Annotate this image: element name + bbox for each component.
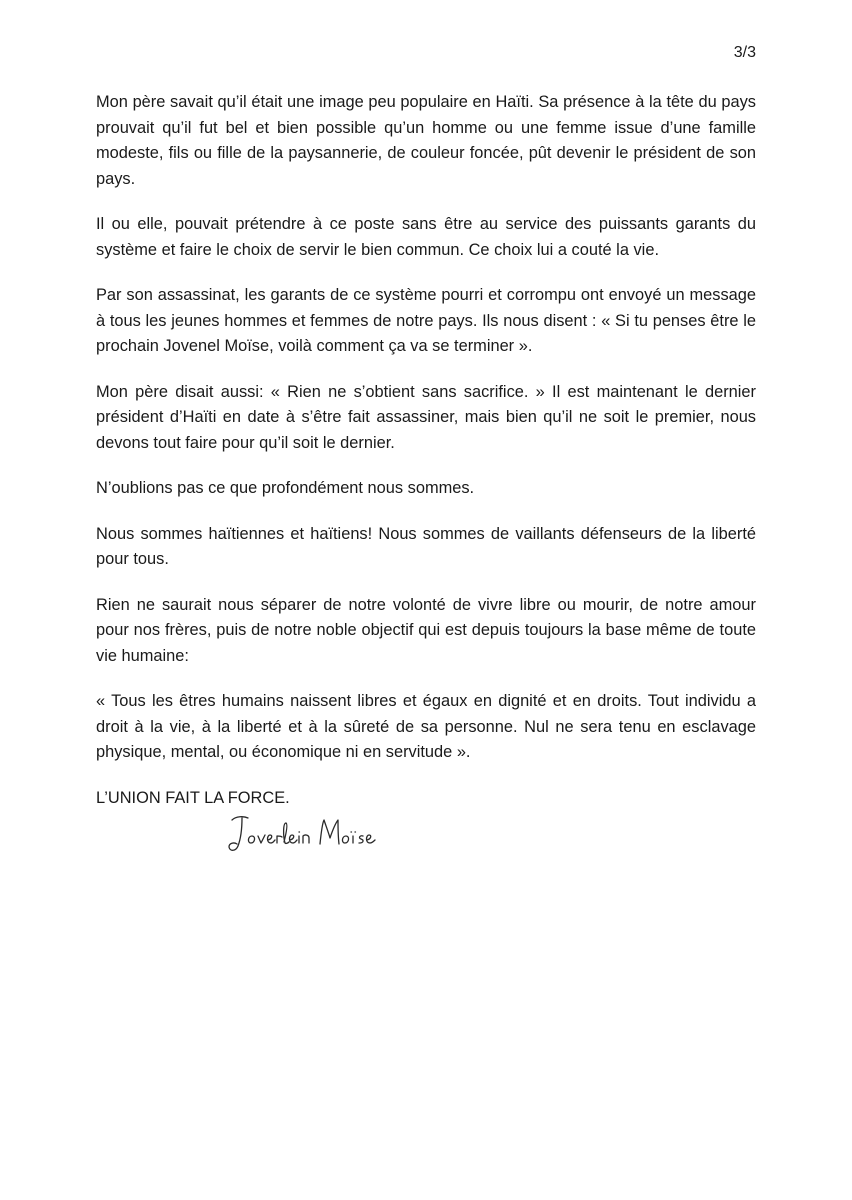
paragraph: Nous sommes haïtiennes et haïtiens! Nous sommes de vaillants défenseurs de la liberté pour tous. [96,524,756,568]
paragraph: Par son assassinat, les garants de ce système pourri et corrompu ont envoyé un message à tous les jeunes hommes et femmes de notre pays. Ils nous disent : « Si tu penses être le prochain Jovenel Moïse, voilà comment ça va se terminer ». [96,286,756,355]
paragraph: N’oublions pas ce que profondément nous sommes. [96,479,475,497]
page-number: 3/3 [733,44,756,61]
paragraph: Mon père disait aussi: « Rien ne s’obtient sans sacrifice. » Il est maintenant le dernier président d’Haïti en date à s’être fait assassiner, mais bien qu’il ne soit le premier, nous devons tout faire pour qu’il soit le dernier. [96,382,756,452]
closing-motto: L’UNION FAIT LA FORCE. [96,788,290,807]
paragraph: Il ou elle, pouvait prétendre à ce poste sans être au service des puissants garants du système et faire le choix de servir le bien commun. Ce choix lui a couté la vie. [96,215,756,259]
signature-drawing [226,812,406,862]
letter-body [96,90,756,831]
paragraph: Rien ne saurait nous séparer de notre volonté de vivre libre ou mourir, de notre amour pour nos frères, puis de notre noble objectif qui est depuis toujours la base même de toute vie humaine: [96,595,756,665]
paragraph: Mon père savait qu’il était une image peu populaire en Haïti. Sa présence à la tête du pays prouvait qu’il fut bel et bien possible qu’un homme ou une femme issue d’une famille modeste, fils ou fille de la paysannerie, de couleur foncée, pût devenir le président de son pays. [96,93,756,188]
handwritten-signature [226,812,406,867]
paragraph: « Tous les êtres humains naissent libres et égaux en dignité et en droits. Tout individu a droit à la vie, à la liberté et à la sûreté de sa personne. Nul ne sera tenu en esclavage physique, mental, ou économique ni en servitude ». [96,692,756,761]
